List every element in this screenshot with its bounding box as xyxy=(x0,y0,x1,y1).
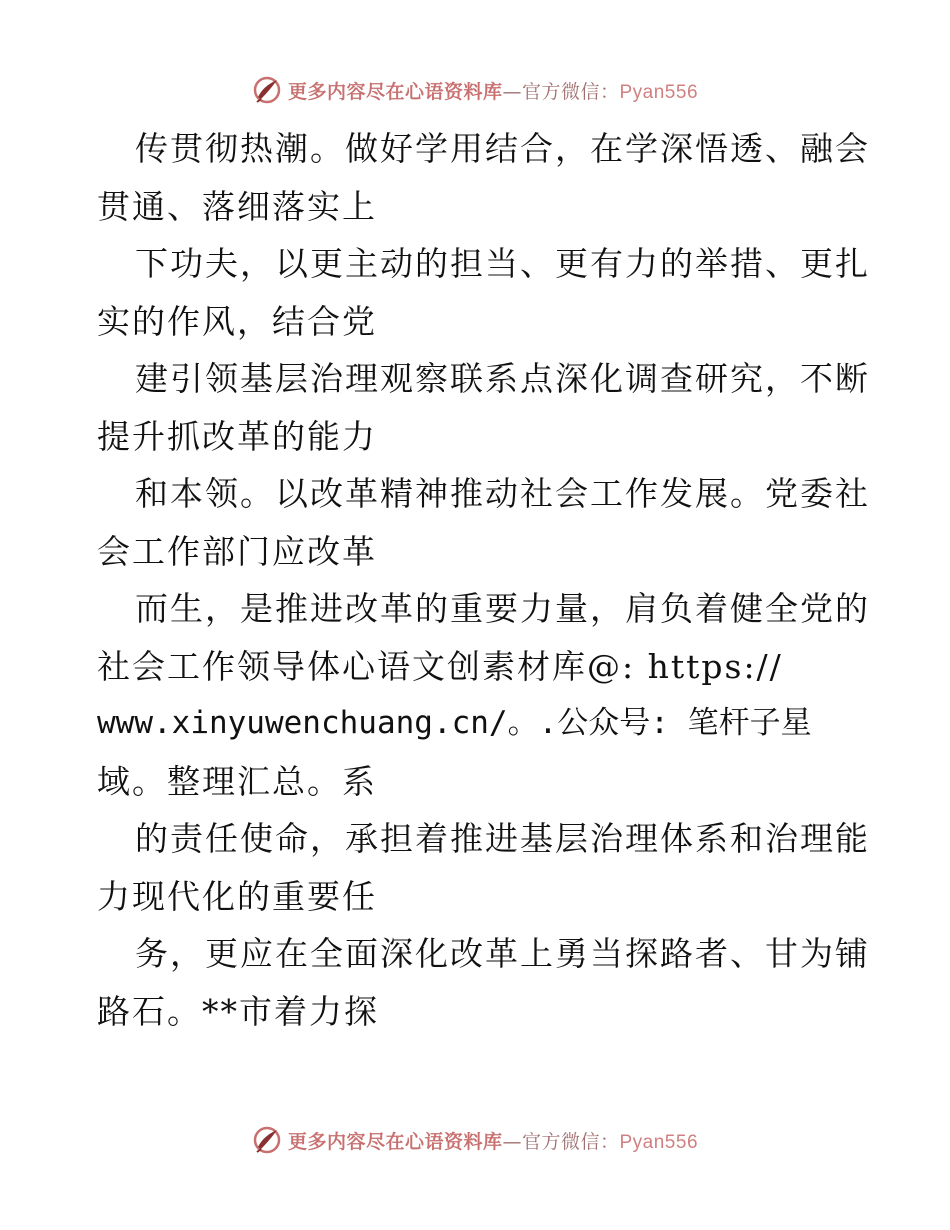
body-line: 建引领基层治理观察联系点深化调查研究，不断 xyxy=(135,359,870,398)
body-line: 社会工作领导体心语文创素材库@: https:// xyxy=(97,646,783,686)
body-line-url: www.xinyuwenchuang.cn/。.公众号: 笔杆子星 xyxy=(97,705,812,741)
body-line: 的责任使命，承担着推进基层治理体系和治理能 xyxy=(135,819,870,858)
header-watermark xyxy=(0,70,950,110)
body-line: 而生，是推进改革的重要力量，肩负着健全党的 xyxy=(135,589,870,628)
body-line: 力现代化的重要任 xyxy=(97,876,377,916)
footer-watermark xyxy=(0,1120,950,1160)
body-line: 实的作风，结合党 xyxy=(97,301,377,341)
body-line: 和本领。以改革精神推动社会工作发展。党委社 xyxy=(135,474,870,513)
watermark-text: 更多内容尽在心语资料库—官方微信：Pyan556 xyxy=(287,80,699,103)
document-body xyxy=(97,120,877,1040)
body-line: 下功夫，以更主动的担当、更有力的举措、更扎 xyxy=(135,244,870,283)
brush-logo-icon xyxy=(252,1125,282,1155)
body-line: 提升抓改革的能力 xyxy=(97,416,377,456)
body-line: 域。整理汇总。系 xyxy=(97,761,377,801)
body-line: 会工作部门应改革 xyxy=(97,531,377,571)
body-line: 路石。**市着力探 xyxy=(97,991,379,1031)
body-line: 贯通、落细落实上 xyxy=(97,186,377,226)
body-line: 务，更应在全面深化改革上勇当探路者、甘为铺 xyxy=(135,934,870,973)
brush-logo-icon xyxy=(252,75,282,105)
watermark-text: 更多内容尽在心语资料库—官方微信：Pyan556 xyxy=(287,1130,699,1153)
body-line: 传贯彻热潮。做好学用结合，在学深悟透、融会 xyxy=(135,129,870,168)
